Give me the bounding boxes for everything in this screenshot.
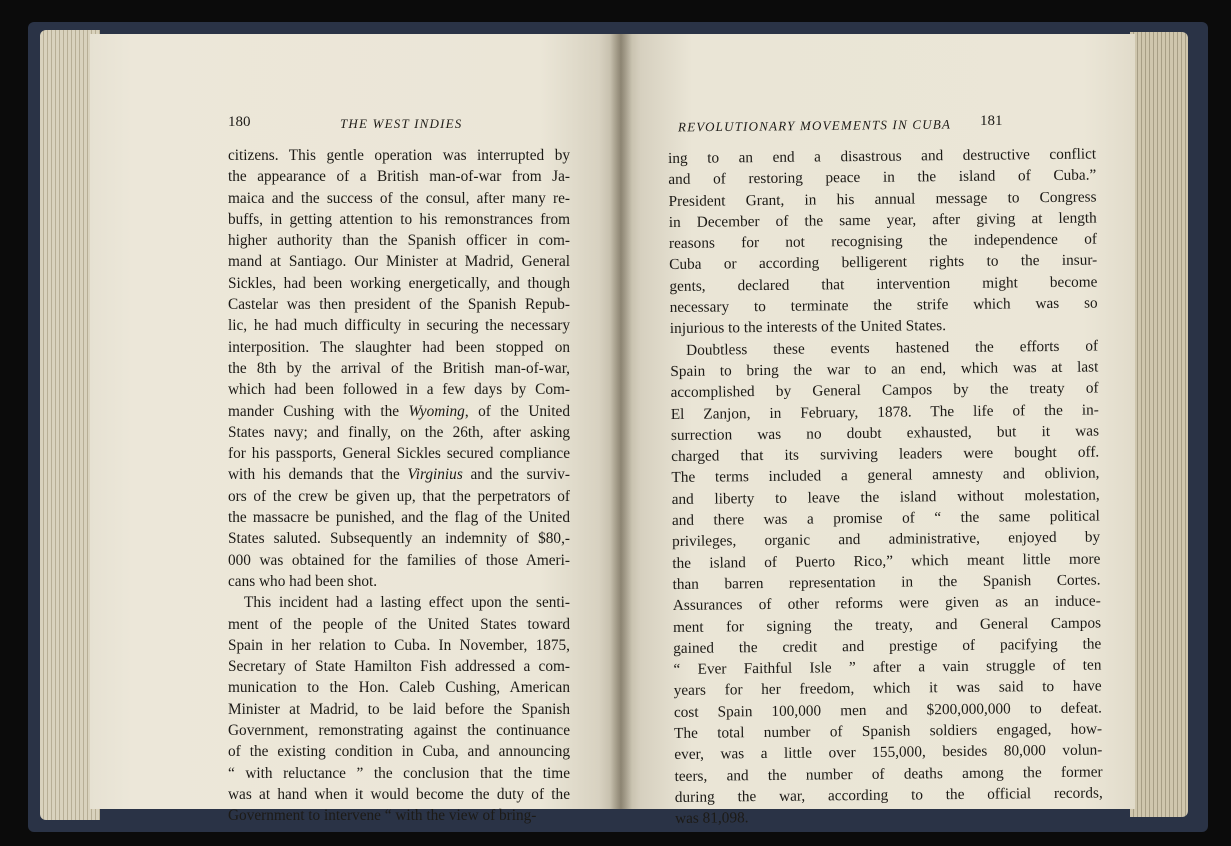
text-line: surrection was no doubt exhausted, but it was xyxy=(670,422,1100,444)
text-line: Government, remonstrating against the continuance xyxy=(228,722,570,740)
text-line: the appearance of a British man-of-war from Ja- xyxy=(228,168,570,186)
text-line: This incident had a lasting effect upon the senti- xyxy=(244,594,570,612)
text-line: teers, and the number of deaths among the former xyxy=(674,763,1103,785)
text-line: ever, was a little over 155,000, besides 80,000 volun- xyxy=(674,741,1103,764)
left-running-head: THE WEST INDIES xyxy=(340,116,463,131)
right-running-head: REVOLUTIONARY MOVEMENTS IN CUBA xyxy=(677,116,952,135)
text-line: ing to an end a disastrous and destructive conflict xyxy=(668,145,1097,167)
text-line: was 81,098. xyxy=(674,809,749,828)
right-page-edges xyxy=(1130,32,1188,817)
right-page-body xyxy=(668,144,1103,830)
text-line: and liberty to leave the island without molestation, xyxy=(671,486,1100,508)
text-line: Sickles, had been working energetically, and though xyxy=(228,274,570,292)
text-line: citizens. This gentle operation was interrupted by xyxy=(228,147,570,164)
text-line: mand at Santiago. Our Minister at Madrid, General xyxy=(228,253,570,271)
text-line: States saluted. Subsequently an indemnity of $80,- xyxy=(228,530,570,548)
text-line: El Zanjon, in February, 1878. The life of the in- xyxy=(670,401,1099,423)
text-line: interposition. The slaughter had been stopped on xyxy=(228,338,570,356)
text-line: Spain in her relation to Cuba. In November, 1875, xyxy=(228,636,570,654)
text-line: gained the credit and prestige of pacifying the xyxy=(673,635,1102,657)
text-line: the 8th by the arrival of the British man-of-war, xyxy=(228,359,570,377)
text-line: Castelar was then president of the Spanish Repub- xyxy=(228,296,570,314)
text-line: reasons for not recognising the independence of xyxy=(668,230,1098,253)
text-line: in December of the same year, after giving at length xyxy=(668,209,1097,231)
text-line: mander Cushing with the Wyoming, of the United xyxy=(228,402,570,420)
text-line: Cuba or according belligerent rights to the insur- xyxy=(669,251,1098,274)
text-line: privileges, organic and administrative, enjoyed by xyxy=(672,528,1101,551)
text-line: buffs, in getting attention to his remonstrances from xyxy=(228,210,570,228)
text-line: during the war, according to the official records, xyxy=(674,784,1103,806)
text-line: States navy; and finally, on the 26th, after asking xyxy=(228,423,570,441)
text-line: Spain to bring the war to an end, which was at last xyxy=(670,358,1099,380)
text-line: munication to the Hon. Caleb Cushing, American xyxy=(228,679,570,697)
text-line: which had been followed in a few days by Com- xyxy=(228,381,570,399)
text-line: “ with reluctance ” the conclusion that the time xyxy=(228,764,570,782)
text-line: Minister at Madrid, to be laid before the Spanish xyxy=(228,700,570,718)
text-line: injurious to the interests of the United States. xyxy=(669,317,947,338)
text-line: lic, he had much difficulty in securing the necessary xyxy=(228,317,570,335)
text-line: The terms included a general amnesty and oblivion, xyxy=(671,464,1100,487)
text-line: the island of Puerto Rico,” which meant little more xyxy=(672,550,1101,572)
text-line: necessary to terminate the strife which was so xyxy=(669,294,1098,317)
text-line: for his passports, General Sickles secured compliance xyxy=(228,445,570,463)
text-line: accomplished by General Campos by the treaty of xyxy=(670,379,1099,402)
text-line: years for her freedom, which it was said to have xyxy=(673,677,1102,700)
text-line: maica and the success of the consul, after many re- xyxy=(228,189,570,207)
text-line: charged that its surviving leaders were bought off. xyxy=(671,443,1100,466)
text-line: of the existing condition in Cuba, and announcing xyxy=(228,743,570,761)
left-page-number: 180 xyxy=(228,114,251,130)
text-line: The total number of Spanish soldiers engaged, how- xyxy=(674,720,1103,742)
text-line: President Grant, in his annual message to Congress xyxy=(668,188,1097,210)
text-line: with his demands that the Virginius and the surviv- xyxy=(228,466,570,484)
text-line: ment for signing the treaty, and General Campos xyxy=(672,614,1102,636)
text-line: ment of the people of the United States toward xyxy=(228,615,570,633)
text-line: and of restoring peace in the island of Cuba.” xyxy=(668,166,1097,189)
text-line: higher authority than the Spanish officer in com- xyxy=(228,232,570,250)
text-line: gents, declared that intervention might become xyxy=(669,273,1098,295)
text-line: Secretary of State Hamilton Fish addressed a com- xyxy=(228,658,570,676)
text-line: was at hand when it would become the duty of the xyxy=(228,785,570,803)
text-line: and there was a promise of “ the same political xyxy=(671,507,1100,530)
book-gutter xyxy=(610,34,632,809)
text-line: than barren representation in the Spanish Cortes. xyxy=(672,571,1101,593)
text-line: the massacre be punished, and the flag of the United xyxy=(228,509,570,527)
text-line: Assurances of other reforms were given as an induce- xyxy=(672,592,1101,615)
left-page-body xyxy=(228,145,570,827)
text-line: cost Spain 100,000 men and $200,000,000 to defeat. xyxy=(673,699,1102,721)
text-line: 000 was obtained for the families of those Ameri- xyxy=(228,551,570,569)
text-line: ors of the crew be given up, that the perpetrators of xyxy=(228,487,570,505)
text-line: cans who had been shot. xyxy=(228,572,378,590)
text-line: Doubtless these events hastened the efforts of xyxy=(686,337,1099,359)
right-page-number: 181 xyxy=(980,113,1003,129)
text-line: Government to intervene “ with the view of bring- xyxy=(228,807,537,825)
text-line: “ Ever Faithful Isle ” after a vain struggle of ten xyxy=(673,656,1102,679)
